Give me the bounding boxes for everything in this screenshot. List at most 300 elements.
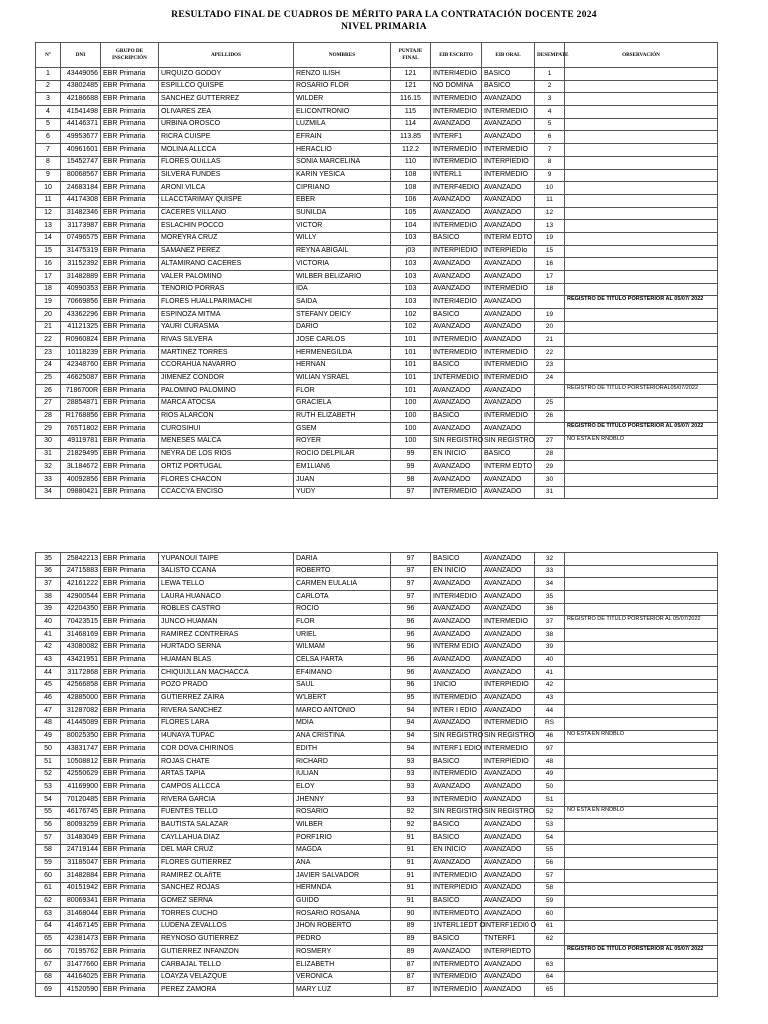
- cell-eib-oral: AVANZADO: [482, 629, 535, 642]
- cell-desempate: 61: [535, 920, 565, 933]
- cell-apellidos: CCORAHUA NAVARRO: [159, 359, 294, 372]
- cell-dni: 43362296: [61, 309, 101, 322]
- cell-puntaje: 96: [391, 654, 431, 667]
- table-row: [36, 207, 718, 220]
- cell-puntaje: 100: [391, 410, 431, 423]
- cell-puntaje: 98: [391, 474, 431, 487]
- cell-grupo: EBR Primaria: [101, 410, 159, 423]
- cell-nombres: WILIAN YSRAEL: [294, 372, 391, 385]
- cell-eib-escrito: INTERMEDTO: [431, 908, 482, 921]
- cell-eib-oral: AVANZADO: [482, 781, 535, 794]
- cell-puntaje: j03: [391, 245, 431, 258]
- cell-eib-oral: AVANZADO: [482, 474, 535, 487]
- table-row: [36, 908, 718, 921]
- cell-puntaje: 96: [391, 603, 431, 616]
- cell-eib-escrito: INTERF4EDIO: [431, 182, 482, 195]
- table-row: [36, 80, 718, 93]
- cell-apellidos: POZO PRADO: [159, 679, 294, 692]
- cell-row-number: 2: [36, 80, 61, 93]
- cell-grupo: EBR Primaria: [101, 397, 159, 410]
- cell-eib-oral: AVANZADO: [482, 984, 535, 997]
- cell-dni: 80068567: [61, 169, 101, 182]
- cell-observacion: [565, 832, 718, 845]
- cell-apellidos: CCACCYA ENCISO: [159, 486, 294, 499]
- cell-apellidos: RICRA CUISPE: [159, 131, 294, 144]
- header-nombres: NOMBRES: [294, 43, 391, 68]
- cell-apellidos: SAMANEZ PEREZ: [159, 245, 294, 258]
- cell-observacion: [565, 474, 718, 487]
- cell-observacion: [565, 258, 718, 271]
- cell-eib-oral: AVANZADO: [482, 641, 535, 654]
- table-row: [36, 933, 718, 946]
- cell-desempate: 64: [535, 971, 565, 984]
- cell-grupo: EBR Primaria: [101, 220, 159, 233]
- cell-dni: 31152392: [61, 258, 101, 271]
- cell-eib-escrito: EN INICIO: [431, 844, 482, 857]
- cell-observacion: [565, 245, 718, 258]
- cell-row-number: 69: [36, 984, 61, 997]
- cell-desempate: 35: [535, 591, 565, 604]
- cell-desempate: 20: [535, 321, 565, 334]
- cell-observacion: [565, 920, 718, 933]
- table-row: [36, 258, 718, 271]
- cell-observacion: [565, 169, 718, 182]
- cell-desempate: 3: [535, 93, 565, 106]
- cell-eib-oral: AVANZADO: [482, 692, 535, 705]
- cell-eib-escrito: INTERI4EDIO: [431, 591, 482, 604]
- cell-grupo: EBR Primaria: [101, 283, 159, 296]
- cell-desempate: 55: [535, 844, 565, 857]
- cell-eib-escrito: INTERMEDIO: [431, 692, 482, 705]
- cell-dni: 46176745: [61, 806, 101, 819]
- cell-desempate: 36: [535, 603, 565, 616]
- cell-nombres: W'LBERT: [294, 692, 391, 705]
- cell-nombres: JHON ROBERTO: [294, 920, 391, 933]
- cell-puntaje: 96: [391, 667, 431, 680]
- cell-dni: R0960824: [61, 334, 101, 347]
- cell-nombres: STEFANY DEICY: [294, 309, 391, 322]
- cell-grupo: EBR Primaria: [101, 131, 159, 144]
- table-row: [36, 423, 718, 436]
- cell-grupo: EBR Primaria: [101, 882, 159, 895]
- cell-apellidos: LLACCTARIMAY QUISPE: [159, 194, 294, 207]
- table-row: [36, 819, 718, 832]
- cell-row-number: 61: [36, 882, 61, 895]
- header-row-number: N°: [36, 43, 61, 68]
- header-grupo: GRUPO DE INSCRIPCIÓN: [101, 43, 159, 68]
- cell-puntaje: 96: [391, 641, 431, 654]
- cell-grupo: EBR Primaria: [101, 959, 159, 972]
- cell-observacion: [565, 461, 718, 474]
- cell-eib-escrito: INTERMEDIO: [431, 144, 482, 157]
- cell-desempate: 2: [535, 80, 565, 93]
- cell-desempate: 17: [535, 271, 565, 284]
- cell-eib-escrito: BASICO: [431, 756, 482, 769]
- table-row: [36, 245, 718, 258]
- cell-nombres: WILDER: [294, 93, 391, 106]
- cell-row-number: 52: [36, 768, 61, 781]
- cell-nombres: CELSA I²ARTA: [294, 654, 391, 667]
- table-row: [36, 971, 718, 984]
- cell-eib-escrito: AVANZADO: [431, 321, 482, 334]
- cell-apellidos: GOMEZ SERNA: [159, 895, 294, 908]
- cell-grupo: EBR Primaria: [101, 920, 159, 933]
- cell-desempate: 28: [535, 448, 565, 461]
- cell-desempate: 34: [535, 578, 565, 591]
- cell-eib-escrito: AVANZADO: [431, 118, 482, 131]
- cell-eib-escrito: INTERMEDIO: [431, 984, 482, 997]
- cell-observacion: [565, 667, 718, 680]
- cell-grupo: EBR Primaria: [101, 616, 159, 629]
- cell-grupo: EBR Primaria: [101, 603, 159, 616]
- cell-puntaje: 89: [391, 946, 431, 959]
- cell-dni: 40990353: [61, 283, 101, 296]
- cell-observacion: [565, 347, 718, 360]
- cell-desempate: 4: [535, 106, 565, 119]
- cell-row-number: 47: [36, 705, 61, 718]
- cell-nombres: DARIO: [294, 321, 391, 334]
- cell-eib-oral: AVANZADO: [482, 844, 535, 857]
- cell-desempate: 16: [535, 258, 565, 271]
- cell-observacion: [565, 908, 718, 921]
- cell-puntaje: 103: [391, 258, 431, 271]
- cell-observacion: [565, 372, 718, 385]
- cell-dni: 09880421: [61, 486, 101, 499]
- cell-puntaje: 87: [391, 984, 431, 997]
- header-dni: DNI: [61, 43, 101, 68]
- cell-grupo: EBR Primaria: [101, 182, 159, 195]
- cell-dni: 42204350: [61, 603, 101, 616]
- cell-eib-oral: AVANZADO: [482, 423, 535, 436]
- cell-dni: 31468169: [61, 629, 101, 642]
- cell-row-number: 37: [36, 578, 61, 591]
- table-row: [36, 334, 718, 347]
- cell-puntaje: 89: [391, 920, 431, 933]
- cell-dni: 70120485: [61, 794, 101, 807]
- cell-grupo: EBR Primaria: [101, 844, 159, 857]
- cell-observacion: [565, 220, 718, 233]
- cell-eib-escrito: AVANZADO: [431, 667, 482, 680]
- cell-apellidos: 3ALISTO CCANA: [159, 565, 294, 578]
- table-row: [36, 565, 718, 578]
- cell-nombres: IULIAN: [294, 768, 391, 781]
- cell-nombres: ROSARIO: [294, 806, 391, 819]
- cell-row-number: 54: [36, 794, 61, 807]
- cell-eib-oral: INTERPIEDIO: [482, 679, 535, 692]
- cell-dni: 42885000: [61, 692, 101, 705]
- cell-nombres: ROCIO: [294, 603, 391, 616]
- table-row: [36, 106, 718, 119]
- cell-desempate: 9: [535, 169, 565, 182]
- cell-desempate: 57: [535, 870, 565, 883]
- table-row: [36, 806, 718, 819]
- cell-dni: 43080082: [61, 641, 101, 654]
- cell-eib-escrito: AVANZADO: [431, 207, 482, 220]
- cell-observacion: [565, 93, 718, 106]
- cell-row-number: 6: [36, 131, 61, 144]
- table-row: [36, 920, 718, 933]
- cell-grupo: EBR Primaria: [101, 423, 159, 436]
- cell-eib-oral: AVANZADO: [482, 486, 535, 499]
- cell-desempate: 25: [535, 397, 565, 410]
- table-row: [36, 578, 718, 591]
- cell-nombres: ANA: [294, 857, 391, 870]
- cell-observacion: [565, 743, 718, 756]
- cell-eib-escrito: AVANZADO: [431, 857, 482, 870]
- cell-observacion: [565, 448, 718, 461]
- cell-nombres: HERACLIO: [294, 144, 391, 157]
- cell-eib-oral: AVANZADO: [482, 565, 535, 578]
- cell-observacion: [565, 232, 718, 245]
- cell-row-number: 67: [36, 959, 61, 972]
- cell-nombres: WILMAM: [294, 641, 391, 654]
- cell-nombres: RENZO ILISH: [294, 68, 391, 81]
- cell-nombres: IDA: [294, 283, 391, 296]
- cell-eib-oral: AVANZADO: [482, 553, 535, 566]
- cell-desempate: 6: [535, 131, 565, 144]
- cell-row-number: 15: [36, 245, 61, 258]
- cell-desempate: 33: [535, 565, 565, 578]
- cell-dni: 43831747: [61, 743, 101, 756]
- cell-desempate: 10: [535, 182, 565, 195]
- cell-apellidos: LUDENA ZEVALLOS: [159, 920, 294, 933]
- cell-apellidos: CARBAJAL TELLO: [159, 959, 294, 972]
- table-row: [36, 461, 718, 474]
- cell-dni: 31482346: [61, 207, 101, 220]
- cell-puntaje: 121: [391, 80, 431, 93]
- cell-grupo: EBR Primaria: [101, 857, 159, 870]
- cell-eib-escrito: BASICO: [431, 832, 482, 845]
- cell-row-number: 45: [36, 679, 61, 692]
- cell-dni: 43421951: [61, 654, 101, 667]
- cell-observacion: [565, 207, 718, 220]
- cell-puntaje: 91: [391, 857, 431, 870]
- cell-observacion: [565, 895, 718, 908]
- cell-eib-oral: AVANZADO: [482, 959, 535, 972]
- cell-observacion: [565, 794, 718, 807]
- table-row: [36, 486, 718, 499]
- cell-dni: 40092856: [61, 474, 101, 487]
- cell-grupo: EBR Primaria: [101, 895, 159, 908]
- cell-row-number: 28: [36, 410, 61, 423]
- table-row: [36, 591, 718, 604]
- cell-observacion: [565, 359, 718, 372]
- cell-apellidos: MENESES MALCA: [159, 435, 294, 448]
- cell-row-number: 68: [36, 971, 61, 984]
- cell-observacion: [565, 857, 718, 870]
- cell-apellidos: REYNOSO GUTIERREZ: [159, 933, 294, 946]
- cell-nombres: ROBERTO: [294, 565, 391, 578]
- cell-nombres: ROYER: [294, 435, 391, 448]
- cell-grupo: EBR Primaria: [101, 194, 159, 207]
- cell-eib-escrito: INTERMEDIO: [431, 347, 482, 360]
- document-subtitle: NIVEL PRIMARIA: [341, 22, 427, 32]
- cell-apellidos: PEREZ ZAMORA: [159, 984, 294, 997]
- cell-nombres: EF4IMANO: [294, 667, 391, 680]
- cell-apellidos: LAURA HUANACO: [159, 591, 294, 604]
- cell-dni: 42381473: [61, 933, 101, 946]
- cell-observacion: [565, 283, 718, 296]
- table-row: [36, 895, 718, 908]
- cell-puntaje: 95: [391, 692, 431, 705]
- cell-eib-escrito: AVANZADO: [431, 603, 482, 616]
- cell-observacion: [565, 486, 718, 499]
- cell-eib-escrito: AVANZADO: [431, 258, 482, 271]
- cell-eib-escrito: INTER I EDIO: [431, 705, 482, 718]
- cell-row-number: 38: [36, 591, 61, 604]
- cell-nombres: ROSARIO ROSANA: [294, 908, 391, 921]
- cell-grupo: EBR Primaria: [101, 756, 159, 769]
- cell-nombres: ROCIO DELPILAR: [294, 448, 391, 461]
- cell-nombres: ANA CRISTINA: [294, 730, 391, 743]
- cell-observacion: [565, 629, 718, 642]
- cell-row-number: 26: [36, 385, 61, 398]
- cell-apellidos: FLORES OUıLLAS: [159, 156, 294, 169]
- cell-apellidos: JIMENEZ CONDOR: [159, 372, 294, 385]
- cell-nombres: REYNA ABIGAIL: [294, 245, 391, 258]
- cell-row-number: 22: [36, 334, 61, 347]
- cell-observacion: [565, 131, 718, 144]
- cell-observacion: [565, 819, 718, 832]
- cell-nombres: MARY LUZ: [294, 984, 391, 997]
- cell-row-number: 1: [36, 68, 61, 81]
- cell-dni: 21829495: [61, 448, 101, 461]
- cell-dni: 31172868: [61, 667, 101, 680]
- cell-desempate: 8: [535, 156, 565, 169]
- cell-apellidos: ESPILLCO QUISPE: [159, 80, 294, 93]
- cell-observacion: REGISTRO DE TITULO PORSTERIOR AL 05/07/ 2022: [565, 946, 718, 959]
- cell-row-number: 62: [36, 895, 61, 908]
- cell-observacion: [565, 80, 718, 93]
- cell-row-number: 19: [36, 296, 61, 309]
- cell-row-number: 43: [36, 654, 61, 667]
- cell-eib-oral: AVANZADO: [482, 654, 535, 667]
- table-row: [36, 194, 718, 207]
- cell-grupo: EBR Primaria: [101, 717, 159, 730]
- cell-puntaje: 93: [391, 768, 431, 781]
- cell-row-number: 49: [36, 730, 61, 743]
- cell-row-number: 40: [36, 616, 61, 629]
- cell-apellidos: RAMIREZ OLAñTE: [159, 870, 294, 883]
- cell-desempate: 43: [535, 692, 565, 705]
- cell-apellidos: SANCHEZ ROJAS: [159, 882, 294, 895]
- cell-nombres: WILBER BELIZARIO: [294, 271, 391, 284]
- cell-apellidos: HUAMAN BLAS: [159, 654, 294, 667]
- cell-dni: 80025350: [61, 730, 101, 743]
- cell-eib-oral: AVANZADO: [482, 908, 535, 921]
- cell-eib-oral: INTERMEDIO: [482, 169, 535, 182]
- cell-nombres: CARMEN EULALIA: [294, 578, 391, 591]
- cell-nombres: HERMENEGILDA: [294, 347, 391, 360]
- cell-dni: 70669856: [61, 296, 101, 309]
- cell-puntaje: 93: [391, 794, 431, 807]
- cell-dni: 31482889: [61, 271, 101, 284]
- cell-observacion: [565, 984, 718, 997]
- cell-row-number: 3: [36, 93, 61, 106]
- cell-grupo: EBR Primaria: [101, 705, 159, 718]
- cell-puntaje: 90: [391, 908, 431, 921]
- cell-row-number: 59: [36, 857, 61, 870]
- cell-apellidos: GUTIERREZ ZAIRA: [159, 692, 294, 705]
- cell-dni: 31468044: [61, 908, 101, 921]
- cell-desempate: 12: [535, 207, 565, 220]
- cell-apellidos: DEL MAR CRUZ: [159, 844, 294, 857]
- cell-eib-oral: AVANZADO: [482, 207, 535, 220]
- cell-apellidos: ROBLES CASTRO: [159, 603, 294, 616]
- cell-apellidos: OLIVARES ZEA: [159, 106, 294, 119]
- cell-nombres: MARCO ANTONIO: [294, 705, 391, 718]
- cell-grupo: EBR Primaria: [101, 309, 159, 322]
- header-puntaje: PUNTAJE FINAL: [391, 43, 431, 68]
- table-row: [36, 131, 718, 144]
- cell-observacion: [565, 756, 718, 769]
- cell-dni: 42186688: [61, 93, 101, 106]
- cell-observacion: [565, 933, 718, 946]
- cell-grupo: EBR Primaria: [101, 474, 159, 487]
- table-row: [36, 882, 718, 895]
- cell-grupo: EBR Primaria: [101, 321, 159, 334]
- header-eib-escrito: EIB ESCRITO: [431, 43, 482, 68]
- cell-puntaje: 116.15: [391, 93, 431, 106]
- cell-nombres: RUTH ELIZABETH: [294, 410, 391, 423]
- cell-row-number: 50: [36, 743, 61, 756]
- cell-dni: 31483049: [61, 832, 101, 845]
- cell-eib-escrito: INTERMEDIO: [431, 768, 482, 781]
- cell-dni: 42348760: [61, 359, 101, 372]
- cell-nombres: WILLY: [294, 232, 391, 245]
- header-observacion: OBSERVACIÓN: [565, 43, 718, 68]
- cell-apellidos: MARCA ATOCSA: [159, 397, 294, 410]
- merit-table-1: [35, 42, 718, 499]
- cell-desempate: 49: [535, 768, 565, 781]
- cell-grupo: EBR Primaria: [101, 794, 159, 807]
- cell-desempate: 1: [535, 68, 565, 81]
- cell-apellidos: URBINA OROSCO: [159, 118, 294, 131]
- cell-desempate: 44: [535, 705, 565, 718]
- cell-nombres: URIEL: [294, 629, 391, 642]
- cell-apellidos: RIVERA SANCHEZ: [159, 705, 294, 718]
- merit-table-2: [35, 552, 718, 997]
- cell-puntaje: 92: [391, 806, 431, 819]
- cell-desempate: [535, 423, 565, 436]
- cell-puntaje: 115: [391, 106, 431, 119]
- cell-row-number: 55: [36, 806, 61, 819]
- table-row: [36, 309, 718, 322]
- cell-dni: 42161222: [61, 578, 101, 591]
- cell-grupo: EBR Primaria: [101, 946, 159, 959]
- cell-puntaje: 100: [391, 435, 431, 448]
- table-row: [36, 946, 718, 959]
- cell-grupo: EBR Primaria: [101, 385, 159, 398]
- cell-grupo: EBR Primaria: [101, 819, 159, 832]
- cell-grupo: EBR Primaria: [101, 93, 159, 106]
- cell-desempate: 19: [535, 309, 565, 322]
- cell-apellidos: FLORES CHACON: [159, 474, 294, 487]
- table-row: [36, 93, 718, 106]
- cell-nombres: GRACIELA: [294, 397, 391, 410]
- cell-desempate: 46: [535, 730, 565, 743]
- cell-desempate: 31: [535, 486, 565, 499]
- cell-apellidos: HURTADO SERNA: [159, 641, 294, 654]
- cell-puntaje: 102: [391, 321, 431, 334]
- cell-puntaje: 103: [391, 232, 431, 245]
- cell-puntaje: 91: [391, 844, 431, 857]
- cell-eib-oral: BASICO: [482, 68, 535, 81]
- table-row: [36, 743, 718, 756]
- cell-desempate: 32: [535, 553, 565, 566]
- cell-nombres: ROSARIO FLOR: [294, 80, 391, 93]
- cell-nombres: MAGDA: [294, 844, 391, 857]
